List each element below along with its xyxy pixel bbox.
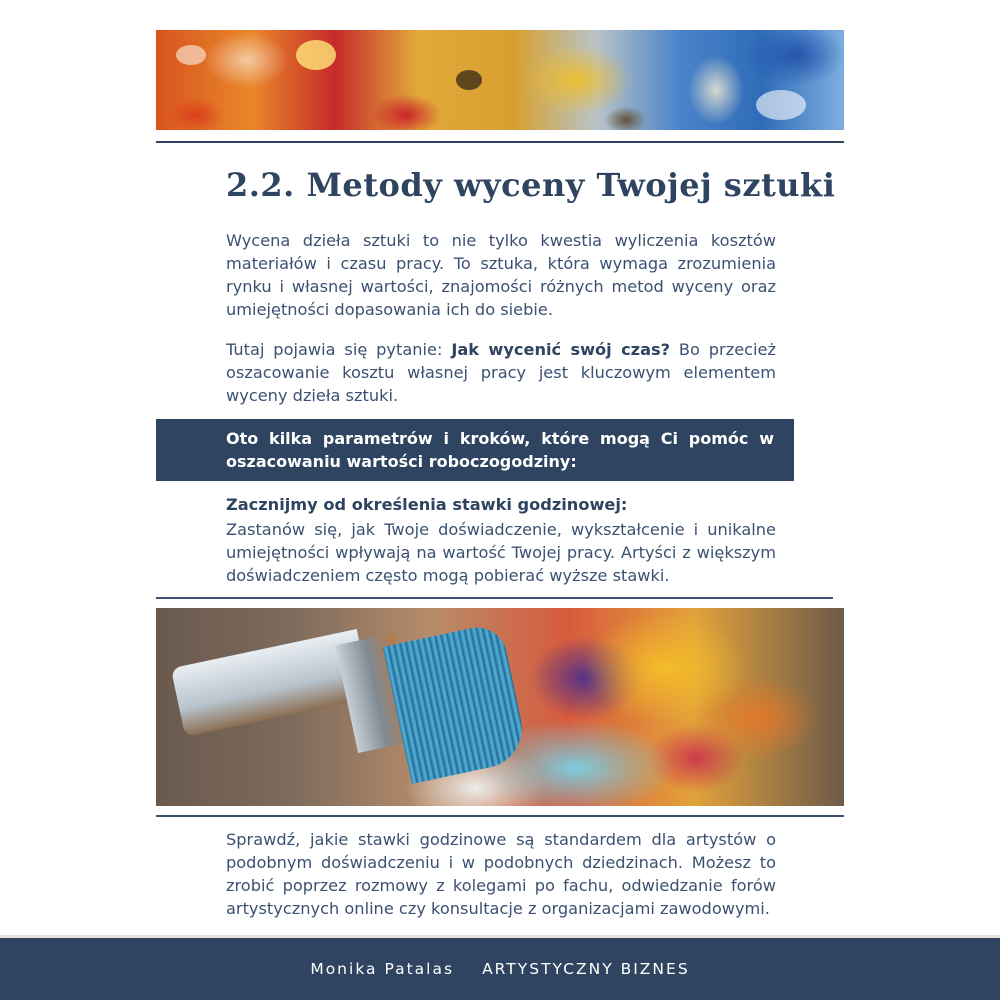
callout-box (156, 419, 794, 481)
brush-bristles-shape (383, 622, 529, 784)
subheading: Zacznijmy od określenia stawki godzinowej: (226, 495, 628, 514)
intro-paragraph: Wycena dzieła sztuki to nie tylko kwestia wyliczenia kosztów materiałów i czasu pracy. To sztuka, która wymaga zrozumienia rynku i własnej wartości, znajomości różnych metod wyceny oraz umiejętności dopasowania ich do siebie. (226, 231, 776, 319)
paint-texture-banner (156, 30, 844, 130)
footer-author: Monika Patalas (310, 960, 455, 978)
research-paragraph: Sprawdź, jakie stawki godzinowe są standardem dla artystów o podobnym doświadczeniu i w podobnych dziedzinach. Możesz to zrobić poprzez rozmowy z kolegami po fachu, odwiedzanie forów artystycznych online czy konsultacje z organizacjami zawodowymi. (226, 830, 776, 918)
lower-divider (156, 815, 844, 817)
page-footer (0, 938, 1000, 1000)
section-title: 2.2. Metody wyceny Twojej sztuki (226, 166, 836, 204)
question-emphasis: Jak wycenić swój czas? (451, 340, 671, 359)
rate-paragraph: Zastanów się, jak Twoje doświadczenie, wykształcenie i unikalne umiejętności wpływają na wartość Twojej pracy. Artyści z większym doświadczeniem często mogą pobierać wyższe stawki. (226, 520, 776, 585)
question-lead-text: Tutaj pojawia się pytanie: (226, 340, 452, 359)
paint-brush-image (156, 608, 844, 806)
callout-text: Oto kilka parametrów i kroków, które mogą Ci pomóc w oszacowaniu wartości roboczogodziny: (226, 429, 774, 471)
question-tail-text: Bo przecież oszacowanie kosztu własnej pracy jest kluczowym elementem wyceny dzieła sztuki. (226, 340, 777, 405)
footer-brand: ARTYSTYCZNY BIZNES (482, 960, 690, 978)
top-divider (156, 141, 844, 143)
question-paragraph (226, 338, 776, 407)
middle-divider (156, 597, 833, 599)
